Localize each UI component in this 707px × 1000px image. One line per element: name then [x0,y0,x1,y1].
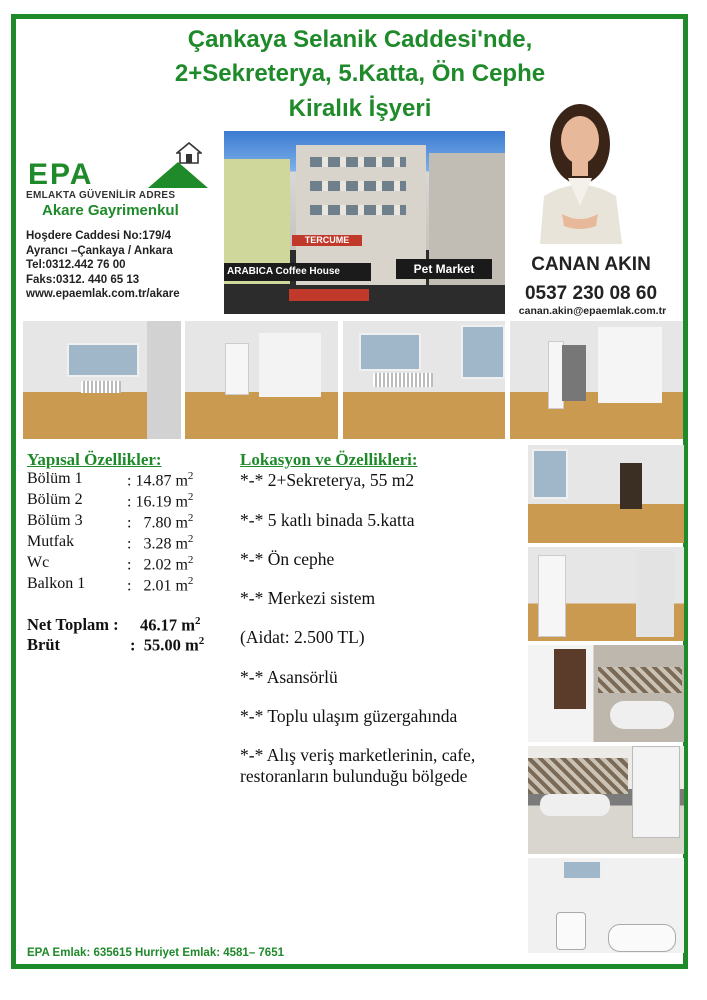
page-title-line3: Kiralık İşyeri [288,95,432,122]
address-line2: Ayrancı –Çankaya / Ankara [26,244,173,257]
spec-value: : 2.01 m [127,577,188,595]
net-total-value: 46.17 m [140,615,195,635]
spec-value: : 16.19 m [127,493,188,511]
spec-label: Wc [27,554,50,571]
feature-item: *-* Merkezi sistem [240,588,376,608]
room-photo-4 [510,321,683,439]
room-photo-1 [23,321,181,439]
spec-label: Bölüm 1 [27,470,83,487]
page-title-line1: Çankaya Selanik Caddesi'nde, [187,26,533,53]
spec-label: Mutfak [27,533,75,550]
address-fax: Faks:0312. 440 65 13 [26,273,140,286]
logo-slogan: EMLAKTA GÜVENİLİR ADRES [26,190,176,201]
feature-item: (Aidat: 2.500 TL) [240,627,365,647]
sign-arabica: ARABICA Coffee House [224,263,371,281]
spec-label: Bölüm 2 [27,491,83,508]
spec-value: : 3.28 m [127,535,188,553]
logo-brand: Akare Gayrimenkul [42,202,179,219]
address-web: www.epaemlak.com.tr/akare [26,288,180,300]
net-total-label: Net Toplam : [27,615,119,634]
gross-total-value: : 55.00 m [130,635,199,655]
house-icon [176,142,202,164]
feature-item: *-* 5 katlı binada 5.katta [240,510,415,530]
logo-triangle [148,162,208,188]
feature-item: *-* Asansörlü [240,667,338,687]
page-title-line2: 2+Sekreterya, 5.Katta, Ön Cephe [174,60,546,87]
feature-item: *-* Toplu ulaşım güzergahında [240,706,458,726]
feature-item: *-* Ön cephe [240,549,335,569]
side-photo-5 [528,858,684,953]
spec-value: : 7.80 m [127,514,188,532]
feature-item: *-* 2+Sekreterya, 55 m2 [240,470,415,490]
agent-portrait [522,96,640,244]
company-logo [26,150,216,224]
structural-title: Yapısal Özellikler: [27,450,162,469]
net-total: Net Toplam : 46.17 $m^2$ [27,615,201,635]
spec-value: : 2.02 m [127,556,188,574]
spec-label: Bölüm 3 [27,512,83,529]
footer-listing-numbers: EPA Emlak: 635615 Hurriyet Emlak: 4581– 7651 [27,947,284,959]
office-address [26,229,180,302]
logo-mark: EPA [28,158,94,191]
feature-item: *-* Alış veriş marketlerinin, cafe, restoranların bulunduğu bölgede [240,745,476,786]
location-title: Lokasyon ve Özellikleri: [240,450,418,469]
side-photo-2 [528,547,684,641]
side-photo-1 [528,445,684,543]
person-icon [522,96,640,244]
agent-name: CANAN AKIN [531,254,651,275]
building-photo [224,131,505,314]
side-photo-4 [528,746,684,854]
gross-total-label: Brüt [27,635,60,654]
room-photo-2 [185,321,338,439]
gross-total: Brüt : 55.00 $m^2$ [27,635,205,655]
room-photo-3 [343,321,505,439]
address-line1: Hoşdere Caddesi No:179/4 [26,230,172,242]
sign-petmarket: Pet Market [396,259,492,279]
agent-email: canan.akin@epaemlak.com.tr [518,305,667,317]
spec-label: Balkon 1 [27,575,86,592]
spec-value: : 14.87 m [127,472,188,490]
sign-tercume: TERCUME [292,235,362,246]
agent-phone: 0537 230 08 60 [524,283,658,304]
address-tel: Tel:0312.442 76 00 [26,259,126,271]
side-photo-3 [528,645,684,742]
